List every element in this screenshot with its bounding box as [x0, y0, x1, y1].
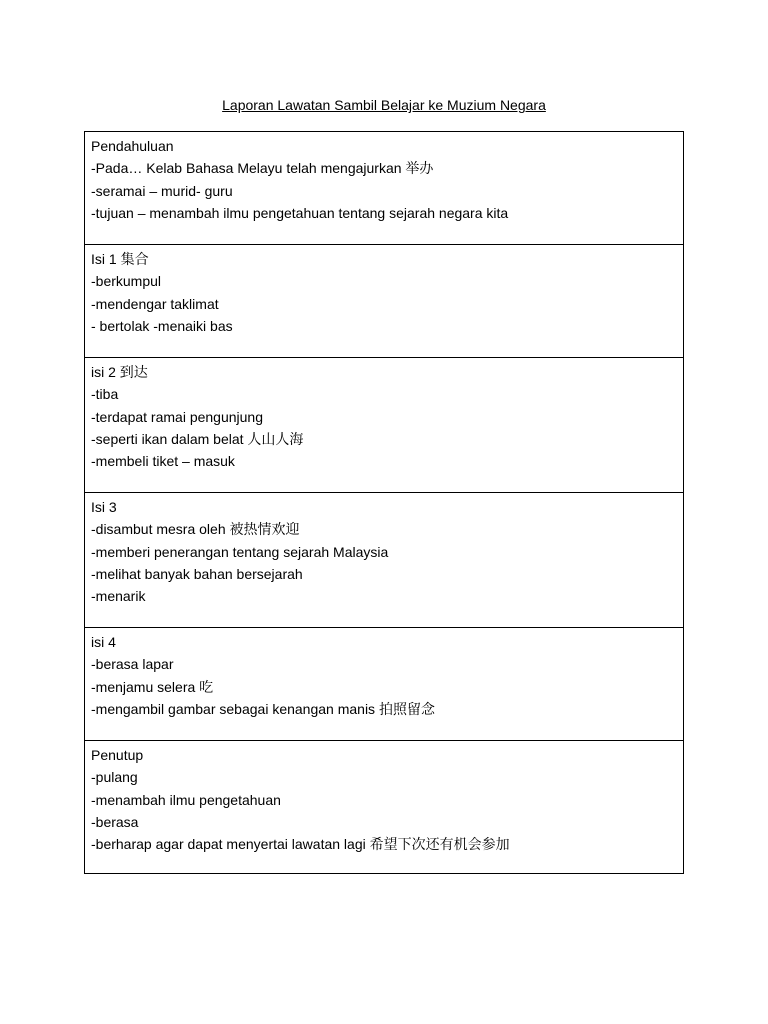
report-outline-table [84, 131, 684, 874]
section-line: -terdapat ramai pengunjung [91, 408, 264, 425]
section-cell [85, 493, 684, 628]
section-cell [85, 628, 684, 741]
section-line: -melihat banyak bahan bersejarah [91, 565, 303, 582]
section-cell [85, 741, 684, 874]
section-row-penutup [85, 741, 684, 874]
section-heading: isi 4 [91, 634, 116, 650]
section-cell [85, 245, 684, 358]
section-line: -mengambil gambar sebagai kenangan manis 拍照留念 [91, 700, 435, 717]
section-row-isi-1 [85, 245, 684, 358]
section-row-isi-2 [85, 358, 684, 493]
section-line: -mendengar taklimat [91, 295, 219, 312]
section-line: -memberi penerangan tentang sejarah Malaysia [91, 543, 389, 560]
section-line: -berharap agar dapat menyertai lawatan lagi 希望下次还有机会参加 [91, 836, 510, 853]
section-line: -berkumpul [91, 273, 162, 290]
section-line: -berasa lapar [91, 656, 174, 673]
section-line: -menjamu selera 吃 [91, 678, 214, 695]
section-line: -tiba [91, 386, 119, 403]
section-line: - bertolak -menaiki bas [91, 317, 233, 334]
section-line: -seramai – murid- guru [91, 182, 233, 199]
section-line: -menambah ilmu pengetahuan [91, 791, 281, 808]
section-row-pendahuluan [85, 132, 684, 245]
section-line: -berasa [91, 813, 139, 830]
section-line: -menarik [91, 588, 146, 605]
section-heading: Isi 1 集合 [91, 251, 149, 267]
section-line: -Pada… Kelab Bahasa Melayu telah mengajurkan 举办 [91, 160, 434, 177]
section-row-isi-3 [85, 493, 684, 628]
section-heading: isi 2 到达 [91, 364, 148, 380]
section-heading: Pendahuluan [91, 138, 174, 154]
section-row-isi-4 [85, 628, 684, 741]
section-heading: Penutup [91, 747, 144, 763]
section-line: -seperti ikan dalam belat 人山人海 [91, 430, 304, 447]
section-cell [85, 132, 684, 245]
section-line: -pulang [91, 769, 138, 786]
section-line: -tujuan – menambah ilmu pengetahuan tentang sejarah negara kita [91, 204, 509, 221]
section-line: -membeli tiket – masuk [91, 453, 235, 470]
section-heading: Isi 3 [91, 499, 117, 515]
document-title: Laporan Lawatan Sambil Belajar ke Muzium Negara [222, 97, 546, 113]
section-line: -disambut mesra oleh 被热情欢迎 [91, 521, 300, 538]
section-cell [85, 358, 684, 493]
